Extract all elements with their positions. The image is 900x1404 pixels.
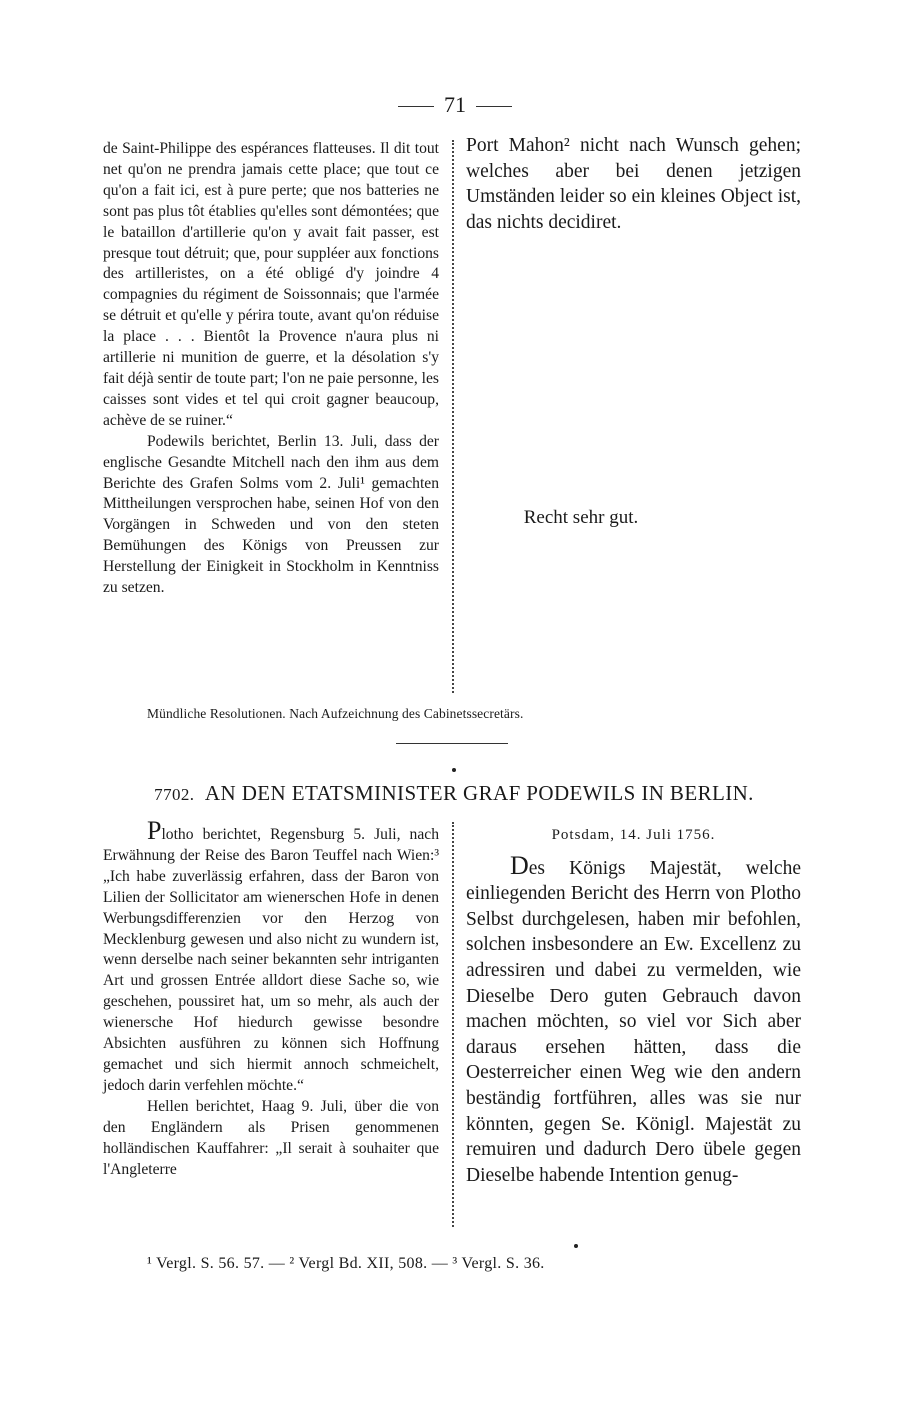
- bottom-left-column: [103, 816, 439, 1180]
- dateline: Potsdam, 14. Juli 1756.: [551, 827, 716, 843]
- document-title: AN DEN ETATSMINISTER GRAF PODEWILS IN BERLIN.: [204, 781, 754, 805]
- marginal-remark: Recht sehr gut.: [523, 507, 639, 528]
- letter-body-paragraph: Des Königs Majestät, welche einliegenden Bericht des Herrn von Plotho Selbst durchgelesen, haben mir befohlen, solchen insbesondere an Ew. Excellenz zu adressiren und dabei zu vermelden, wie Dieselbe Dero guten Gebrauch davon machen möchten, so viel vor Sich aber daraus ersehen hätten, dass die Oesterreicher einen Weg wie den andern beständig fortführen, alles was sie nur könnten, gegen Se. Königl. Majestät zu remuiren und dadurch Dero übele gegen Dieselbe habende Intention genug-: [466, 850, 801, 1186]
- bottom-column-divider: [452, 822, 454, 1227]
- section-separator-rule: [396, 743, 508, 744]
- heading-dot: [452, 768, 456, 772]
- footnotes: ¹ Vergl. S. 56. 57. — ² Vergl Bd. XII, 508. — ³ Vergl. S. 36.: [147, 1255, 545, 1272]
- port-mahon-paragraph: Port Mahon² nicht nach Wunsch gehen; welches aber bei denen jetzigen Umständen leider so ein kleines Object ist, das nichts decidiret.: [466, 135, 801, 233]
- page-number: [380, 92, 530, 118]
- hellen-report-paragraph: Hellen berichtet, Haag 9. Juli, über die von den Engländern als Prisen genommenen holländischen Kauffahrer: „Il serait à souhaiter que l'Angleterre: [103, 1097, 439, 1178]
- top-column-divider: [452, 140, 454, 693]
- podewils-report-paragraph: Podewils berichtet, Berlin 13. Juli, dass der englische Gesandte Mitchell nach den ihm aus dem Berichte des Grafen Solms vom 2. Juli¹ gemachten Mittheilungen versprochen habe, seinen Hof von den Vorgängen in Schweden und von den steten Bemühungen des Königs von Preussen zur Herstellung der Einigkeit in Stockholm in Kenntniss zu setzen.: [103, 432, 439, 597]
- bottom-right-column: [466, 823, 801, 1188]
- resolution-note: Mündliche Resolutionen. Nach Aufzeichnung des Cabinetssecretärs.: [147, 706, 524, 721]
- page-number-dash-right: [476, 106, 512, 107]
- plotho-report-paragraph: Plotho berichtet, Regensburg 5. Juli, nach Erwähnung der Reise des Baron Teuffel nach Wien:³ „Ich habe zuverlässig erfahren, dass der Baron von Lilien der Sollicitator am wienerschen Hofe in denen Werbungsdifferenzien vor den Herzog von Mecklenburg gewesen und also nicht zu wundern ist, wenn derselbe nach seiner bekannten sehr intriganten Art und grossen Entrée alldort diese Sache so, wie geschehen, poussiret hat, um so mehr, als auch der wienersche Hof hiedurch gewisse besondre Absichten ausführen zu können sich Hoffnung gemachet und sich hiermit annoch schmeichelt, jedoch darin verfehlen möchte.“: [103, 816, 439, 1094]
- page-dot: [574, 1244, 578, 1248]
- document-number: 7702.: [154, 785, 195, 804]
- document-heading: [104, 781, 804, 806]
- page-number-text: 71: [444, 92, 466, 117]
- page-number-dash-left: [398, 106, 434, 107]
- top-right-column: [466, 133, 801, 235]
- top-left-column: [103, 139, 439, 599]
- french-quote-paragraph: de Saint-Philippe des espérances flatteuses. Il dit tout net qu'on ne prendra jamais cette place; que tout ce qu'on a fait ici, est à pure perte; que nos batteries ne sont pas plus tôt établies qu'elles sont démontées; que le bataillon d'artillerie qu'on y avait fait passer, est presque tout détruit; que, pour suppléer aux fonctions des artilleristes, on a été obligé d'y joindre 4 compagnies du régiment de Soissonnais; que l'armée se détruit et qu'elle y périra toute, avant qu'on réduise la place . . . Bientôt la Provence n'aura plus ni artillerie ni munition de guerre, et la désolation s'y fait déjà sentir de toute part; l'on ne paie personne, les caisses sont vides et tel qui croit gagner beaucoup, achève de se ruiner.“: [103, 140, 439, 429]
